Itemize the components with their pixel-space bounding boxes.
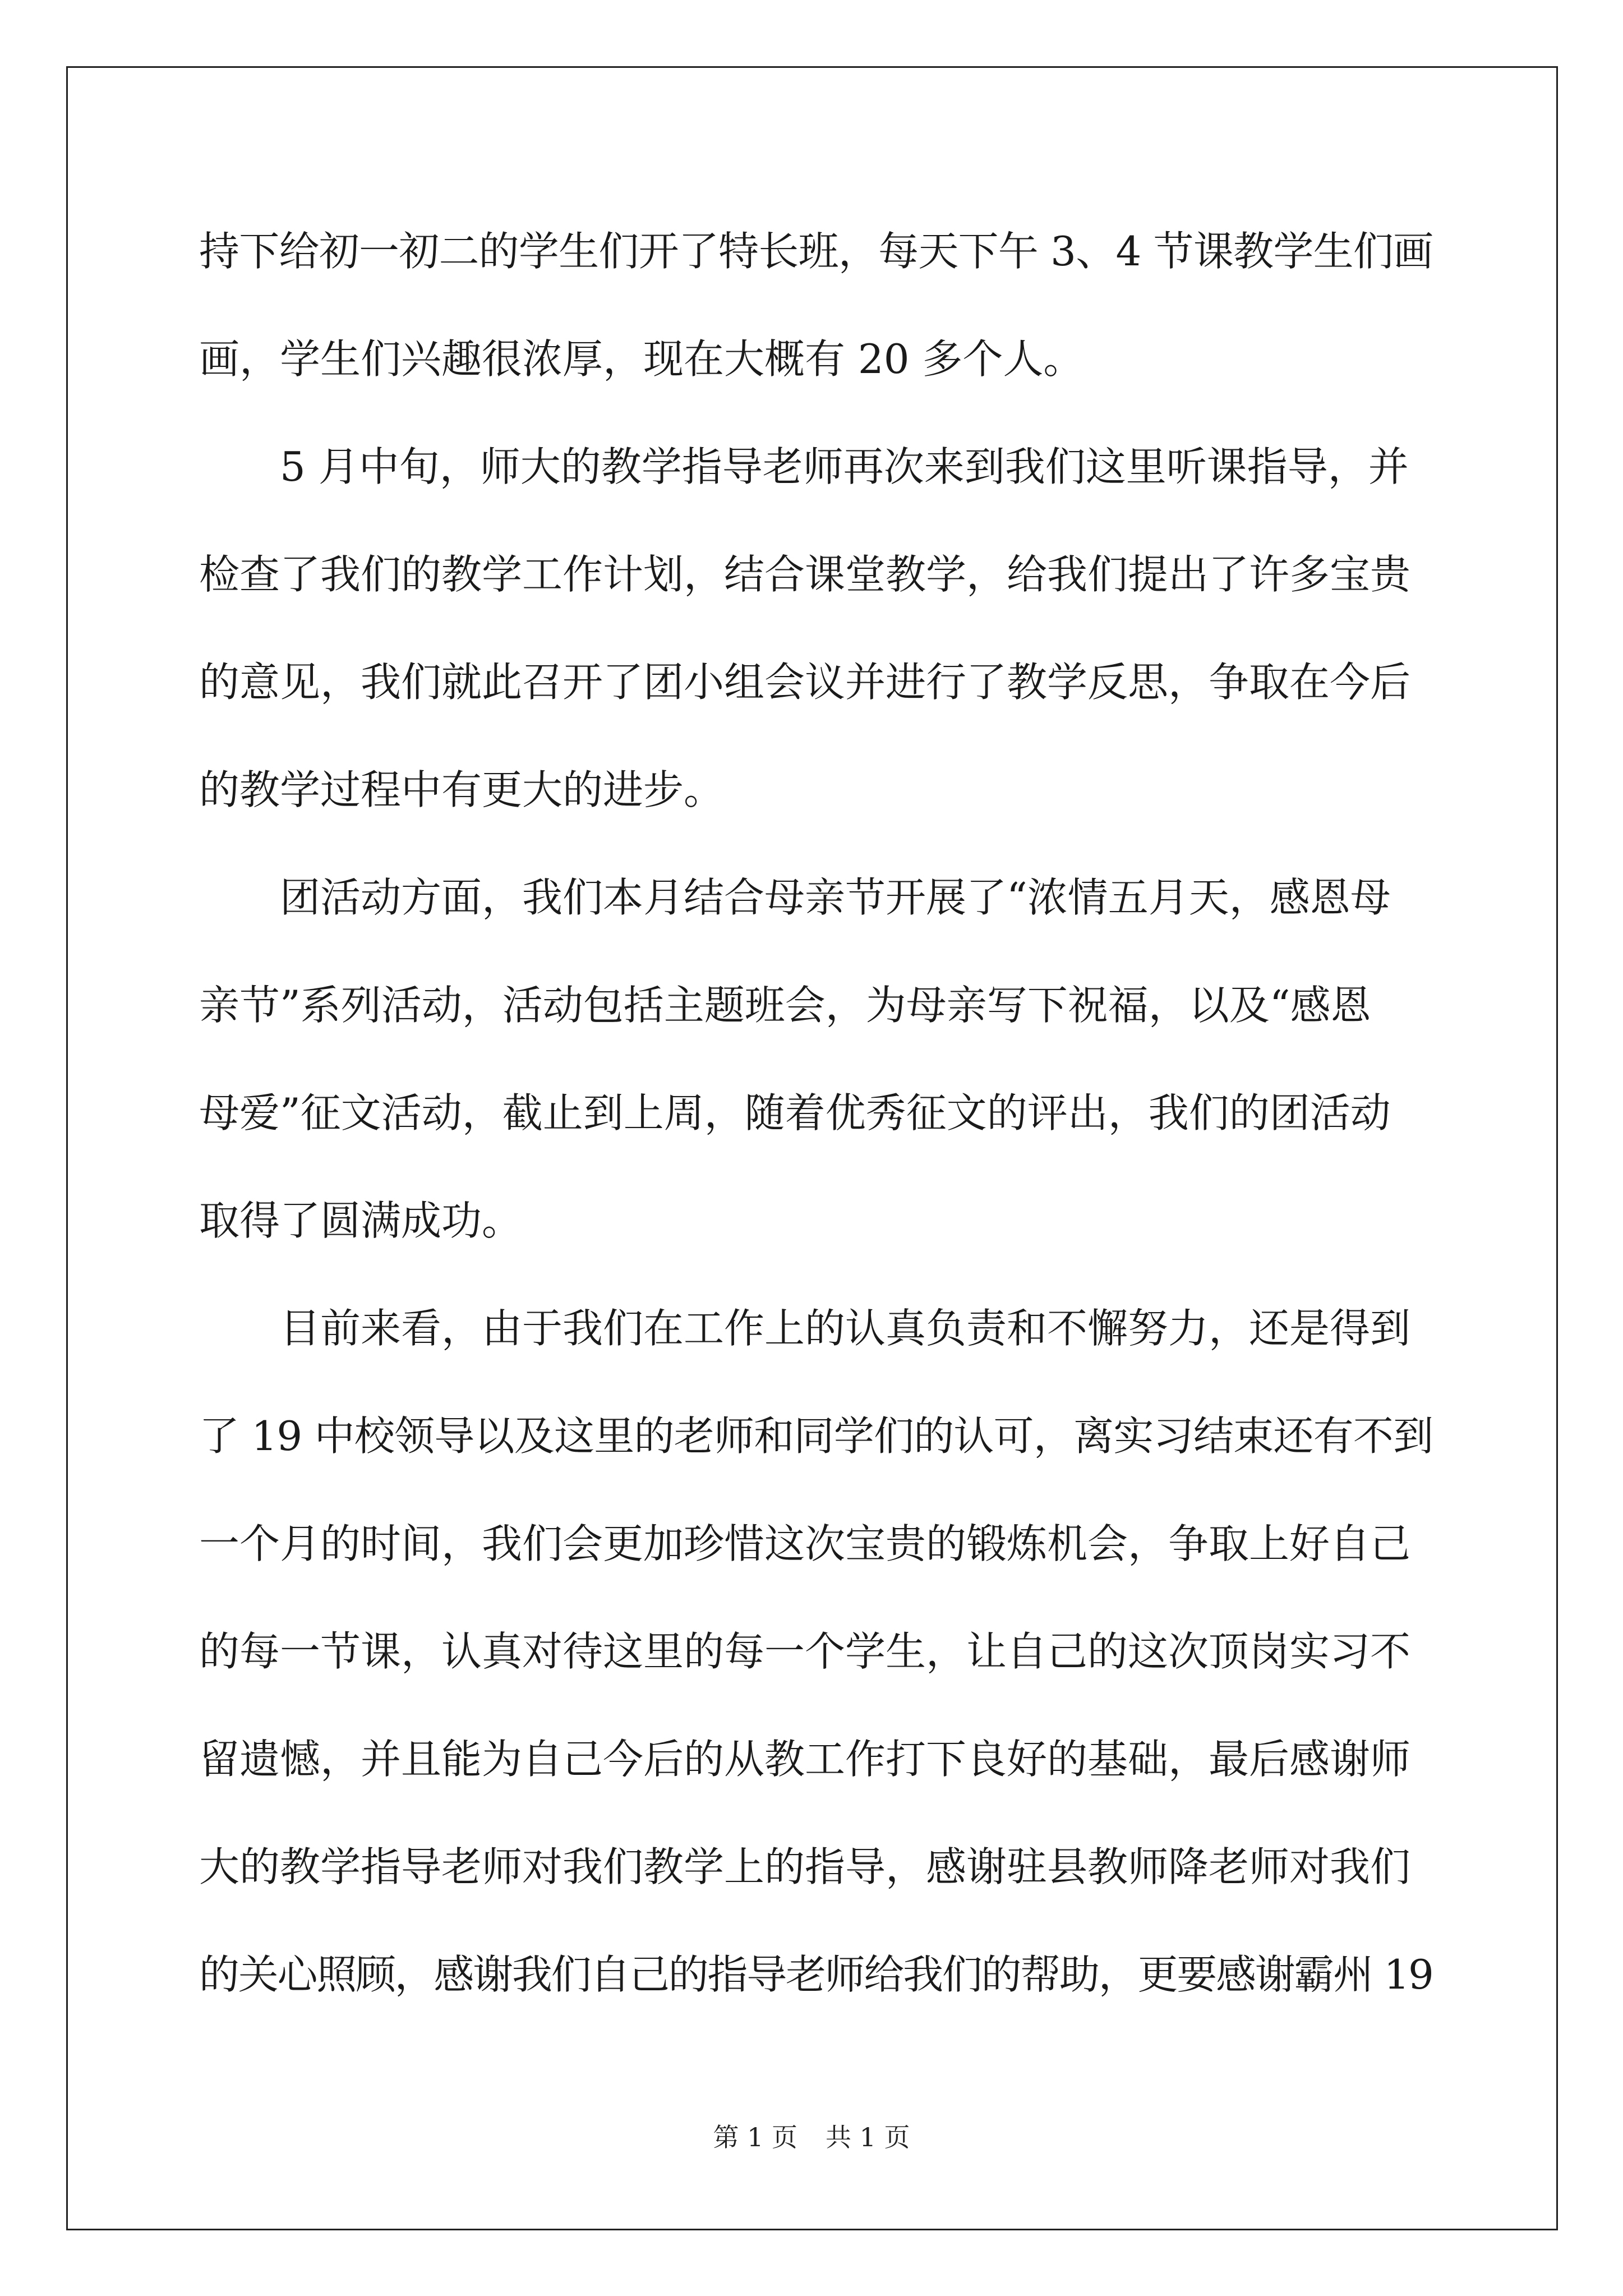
text-line: 取得了圆满成功。 <box>199 1197 523 1244</box>
page-total: 共 1 页 <box>826 2122 910 2152</box>
text-line: 母爱”征文活动，截止到上周，随着优秀征文的评出，我们的团活动 <box>199 1089 1391 1137</box>
text-line: 留遗憾，并且能为自己今后的从教工作打下良好的基础，最后感谢师 <box>199 1736 1411 1783</box>
text-line: 团活动方面，我们本月结合母亲节开展了“浓情五月天，感恩母 <box>280 874 1391 921</box>
text-line: 持下给初一初二的学生们开了特长班，每天下午 3、4 节课教学生们画 <box>199 228 1433 275</box>
document-body <box>199 197 1433 2028</box>
text-line: 检查了我们的教学工作计划，结合课堂教学，给我们提出了许多宝贵 <box>199 551 1411 598</box>
text-line: 一个月的时间，我们会更加珍惜这次宝贵的锻炼机会，争取上好自己 <box>199 1520 1411 1567</box>
page-number: 第 1 页 <box>713 2122 797 2152</box>
text-line: 的关心照顾，感谢我们自己的指导老师给我们的帮助，更要感谢霸州 19 <box>199 1951 1433 1998</box>
text-line: 5 月中旬，师大的教学指导老师再次来到我们这里听课指导，并 <box>280 443 1409 490</box>
text-line: 了 19 中校领导以及这里的老师和同学们的认可，离实习结束还有不到 <box>199 1412 1433 1460</box>
text-line: 画，学生们兴趣很浓厚，现在大概有 20 多个人。 <box>199 335 1084 383</box>
text-line: 亲节”系列活动，活动包括主题班会，为母亲写下祝福，以及“感恩 <box>199 982 1371 1029</box>
page-footer <box>0 2120 1623 2154</box>
text-line: 目前来看，由于我们在工作上的认真负责和不懈努力，还是得到 <box>280 1305 1411 1352</box>
text-line: 大的教学指导老师对我们教学上的指导，感谢驻县教师降老师对我们 <box>199 1843 1411 1890</box>
text-line: 的教学过程中有更大的进步。 <box>199 766 725 813</box>
text-line: 的意见，我们就此召开了团小组会议并进行了教学反思，争取在今后 <box>199 659 1411 706</box>
text-line: 的每一节课，认真对待这里的每一个学生，让自己的这次顶岗实习不 <box>199 1628 1411 1675</box>
